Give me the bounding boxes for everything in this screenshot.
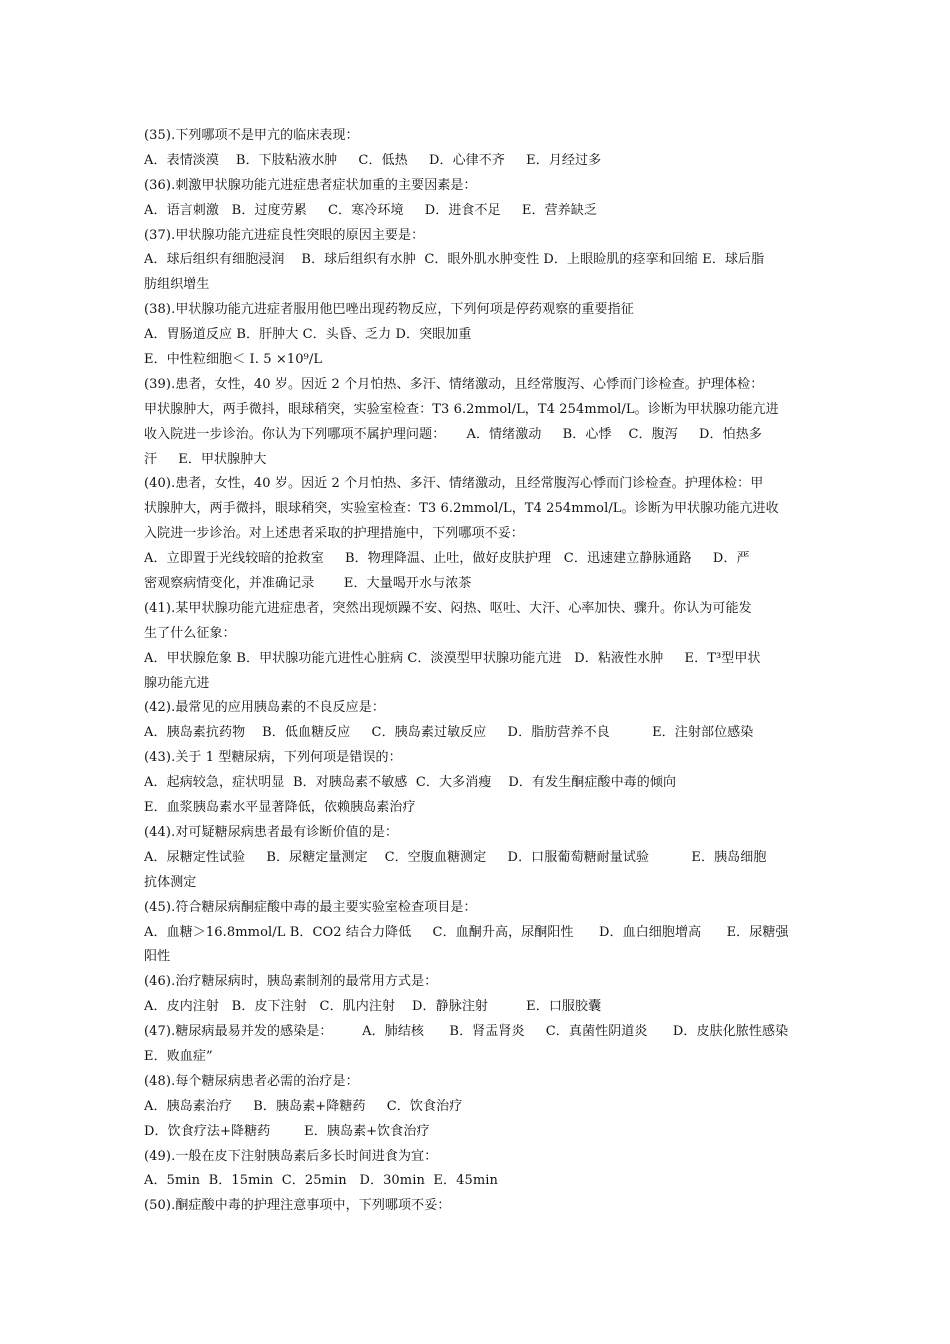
document-body [144, 124, 808, 1219]
question-40-options: A．立即置于光线较暗的抢救室 B．物理降温、止吐，做好皮肤护理 C．迅速建立静脉通路 D．严 [144, 551, 750, 567]
question-48-options: A．胰岛素治疗 B．胰岛素+降糖药 C．饮食治疗 [144, 1098, 463, 1114]
question-45-options-cont: 阳性 [144, 949, 171, 965]
question-49-options: A．5min B．15min C．25min D．30min E．45min [144, 1173, 499, 1189]
question-46-stem: (46).治疗糖尿病时，胰岛素制剂的最常用方式是： [144, 974, 438, 990]
question-37-options-cont: 肪组织增生 [144, 277, 210, 293]
question-46-options: A．皮内注射 B．皮下注射 C．肌内注射 D．静脉注射 E．口服胶囊 [144, 999, 602, 1015]
question-44-stem: (44).对可疑糖尿病患者最有诊断价值的是： [144, 824, 399, 840]
question-36-options: A．语言刺激 B．过度劳累 C．寒冷环境 D．进食不足 E．营养缺乏 [144, 202, 597, 218]
question-40-stem: (40).患者，女性，40 岁。因近 2 个月怕热、多汗、情绪激动，且经常腹泻心悸而门诊检查。护理体检：甲 [144, 476, 764, 492]
question-37-stem: (37).甲状腺功能亢进症良性突眼的原因主要是： [144, 227, 425, 243]
question-49-stem: (49).一般在皮下注射胰岛素后多长时间进食为宜： [144, 1148, 438, 1164]
question-44-options-cont: 抗体测定 [144, 874, 197, 890]
question-41-options: A．甲状腺危象 B．甲状腺功能亢进性心脏病 C．淡漠型甲状腺功能亢进 D．粘液性水肿 E．T³型甲状 [144, 650, 761, 666]
question-43-stem: (43).关于 1 型糖尿病，下列何项是错误的： [144, 750, 402, 766]
question-40-stem-cont-1: 状腺肿大，两手微抖，眼球稍突，实验室检查：T3 6.2mmol/L，T4 254mmol/L。诊断为甲状腺功能亢进收 [144, 501, 779, 517]
question-37-options: A．球后组织有细胞浸润 B．球后组织有水肿 C．眼外肌水肿变性 D．上眼睑肌的痉挛和回缩 E．球后脂 [144, 252, 765, 268]
question-39-stem-cont-1: 甲状腺肿大，两手微抖，眼球稍突，实验室检查：T3 6.2mmol/L，T4 254mmol/L。诊断为甲状腺功能亢进 [144, 401, 779, 417]
question-38-option-e: E．中性粒细胞＜ Ⅰ. 5 ×10⁹/L [144, 352, 323, 368]
question-41-stem: (41).某甲状腺功能亢进症患者，突然出现烦躁不安、闷热、呕吐、大汗、心率加快、骤升。你认为可能发 [144, 600, 752, 616]
question-45-stem: (45).符合糖尿病酮症酸中毒的最主要实验室检查项目是： [144, 899, 477, 915]
question-43-options: A．起病较急，症状明显 B．对胰岛素不敏感 C．大多消瘦 D．有发生酮症酸中毒的倾向 [144, 775, 677, 791]
question-38-stem: (38).甲状腺功能亢进症者服用他巴唑出现药物反应，下列何项是停药观察的重要指征 [144, 302, 634, 318]
question-40-stem-cont-2: 入院进一步诊治。对上述患者采取的护理措施中，下列哪项不妥： [144, 526, 524, 542]
question-39-stem: (39).患者，女性，40 岁。因近 2 个月怕热、多汗、情绪激动，且经常腹泻、心悸而门诊检查。护理体检： [144, 376, 764, 392]
question-35-stem: (35).下列哪项不是甲亢的临床表现： [144, 128, 359, 143]
question-41-options-cont: 腺功能亢进 [144, 675, 210, 691]
question-44-options: A．尿糖定性试验 B．尿糖定量测定 C．空腹血糖测定 D．口服葡萄糖耐量试验 E．胰岛细胞 [144, 849, 767, 865]
question-42-options: A．胰岛素抗药物 B．低血糖反应 C．胰岛素过敏反应 D．脂肪营养不良 E．注射部位感染 [144, 725, 754, 741]
question-39-stem-cont-2: 收入院进一步诊治。你认为下列哪项不属护理问题： A．情绪激动 B．心悸 C．腹泻 D．怕热多 [144, 426, 762, 442]
question-48-stem: (48).每个糖尿病患者必需的治疗是： [144, 1073, 359, 1089]
question-38-options: A．胃肠道反应 B．肝肿大 C．头昏、乏力 D．突眼加重 [144, 327, 472, 343]
question-41-stem-cont: 生了什么征象： [144, 625, 236, 641]
question-45-options: A．血糖＞16.8mmol/L B．CO2 结合力降低 C．血酮升高，尿酮阳性 D．血白细胞增高 E．尿糖强 [144, 924, 789, 940]
question-47-option-e: E．败血症” [144, 1048, 213, 1064]
question-50-stem: (50).酮症酸中毒的护理注意事项中，下列哪项不妥： [144, 1198, 451, 1214]
question-48-options-cont: D．饮食疗法+降糖药 E．胰岛素+饮食治疗 [144, 1123, 430, 1139]
question-43-option-e: E．血浆胰岛素水平显著降低，依赖胰岛素治疗 [144, 800, 416, 816]
question-42-stem: (42).最常见的应用胰岛素的不良反应是： [144, 700, 385, 716]
question-39-options-cont: 汗 E．甲状腺肿大 [144, 451, 267, 467]
question-36-stem: (36).刺激甲状腺功能亢进症患者症状加重的主要因素是： [144, 177, 477, 193]
question-47-stem: (47).糖尿病最易并发的感染是： A．肺结核 B．肾盂肾炎 C．真菌性阴道炎 D．皮肤化脓性感染 [144, 1024, 789, 1040]
question-40-options-cont: 密观察病情变化，并准确记录 E．大量喝开水与浓茶 [144, 576, 472, 592]
question-35-options: A．表情淡漠 B．下肢粘液水肿 C．低热 D．心律不齐 E．月经过多 [144, 152, 602, 168]
